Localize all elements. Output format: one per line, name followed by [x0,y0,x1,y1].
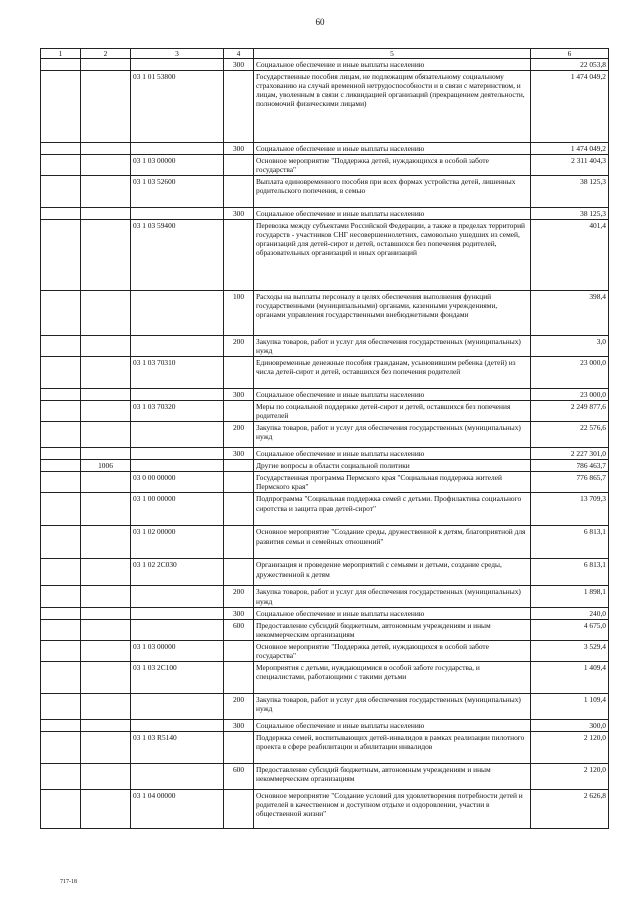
table-row [41,143,609,155]
target-article-cell [131,291,224,336]
target-article-cell [131,719,224,731]
target-article-cell [131,208,224,220]
table-row [41,357,609,389]
section-code-cell [81,220,131,291]
expense-type-cell [224,493,254,526]
section-code-cell [81,357,131,389]
expense-type-cell [224,155,254,176]
expense-type-cell: 100 [224,291,254,336]
section-code-cell [81,59,131,71]
column-1-cell [41,493,81,526]
column-1-cell [41,291,81,336]
target-article-cell [131,422,224,448]
table-row [41,59,609,71]
table-row [41,619,609,640]
amount-cell: 3,0 [531,336,609,357]
item-name-cell: Закупка товаров, работ и услуг для обеспечения государственных (муниципальных) нужд [254,336,531,357]
column-1-cell [41,448,81,460]
expense-type-cell: 300 [224,719,254,731]
section-code-cell [81,731,131,763]
item-name-cell: Единовременные денежные пособия гражданам, усыновившим ребенка (детей) из числа детей-сирот и детей, оставшихся без попечения родителей [254,357,531,389]
expense-type-cell: 300 [224,607,254,619]
target-article-cell: 03 1 02 00000 [131,526,224,559]
target-article-cell: 03 1 03 59400 [131,220,224,291]
column-1-cell [41,401,81,422]
amount-cell: 2 120,0 [531,763,609,789]
column-1-cell [41,619,81,640]
item-name-cell: Социальное обеспечение и иные выплаты населению [254,208,531,220]
section-code-cell [81,763,131,789]
column-1-cell [41,693,81,719]
section-code-cell [81,208,131,220]
section-code-cell [81,422,131,448]
target-article-cell: 03 0 00 00000 [131,472,224,493]
table-row [41,586,609,607]
item-name-cell: Основное мероприятие "Поддержка детей, нуждающихся в особой заботе государства" [254,155,531,176]
expense-type-cell: 300 [224,59,254,71]
amount-cell: 401,4 [531,220,609,291]
target-article-cell: 03 1 00 00000 [131,493,224,526]
column-1-cell [41,422,81,448]
item-name-cell: Закупка товаров, работ и услуг для обеспечения государственных (муниципальных) нужд [254,693,531,719]
item-name-cell: Организация и проведение мероприятий с семьями и детьми, создание среды, дружественной к детям [254,559,531,586]
expense-type-cell [224,472,254,493]
column-1-cell [41,607,81,619]
item-name-cell: Предоставление субсидий бюджетным, автономным учреждениям и иным некоммерческим организациям [254,619,531,640]
column-1-cell [41,763,81,789]
section-code-cell [81,155,131,176]
expense-type-cell [224,460,254,472]
target-article-cell [131,448,224,460]
item-name-cell: Поддержка семей, воспитывающих детей-инвалидов в рамках реализации пилотного проекта в сфере реабилитации и абилитации инвалидов [254,731,531,763]
column-1-cell [41,220,81,291]
table-row [41,176,609,208]
target-article-cell [131,389,224,401]
table-row [41,526,609,559]
column-1-cell [41,176,81,208]
amount-cell: 1 409,4 [531,661,609,693]
amount-cell: 4 675,0 [531,619,609,640]
column-1-cell [41,460,81,472]
column-1-cell [41,155,81,176]
column-header-5: 5 [254,49,531,59]
section-code-cell [81,619,131,640]
expense-type-cell [224,176,254,208]
target-article-cell [131,763,224,789]
table-row [41,422,609,448]
table-row [41,291,609,336]
table-row [41,789,609,828]
section-code-cell [81,448,131,460]
table-header-row [41,49,609,59]
amount-cell: 300,0 [531,719,609,731]
expense-type-cell [224,220,254,291]
target-article-cell [131,619,224,640]
target-article-cell: 03 1 04 00000 [131,789,224,828]
amount-cell: 398,4 [531,291,609,336]
column-header-3: 3 [131,49,224,59]
amount-cell: 776 865,7 [531,472,609,493]
amount-cell: 22 576,6 [531,422,609,448]
item-name-cell: Мероприятия с детьми, нуждающимися в особой заботе государства, и специалистами, работающими с такими детьми [254,661,531,693]
expense-type-cell [224,559,254,586]
table-body [41,59,609,829]
item-name-cell: Закупка товаров, работ и услуг для обеспечения государственных (муниципальных) нужд [254,586,531,607]
target-article-cell: 03 1 03 R5140 [131,731,224,763]
item-name-cell: Социальное обеспечение и иные выплаты населению [254,719,531,731]
section-code-cell [81,586,131,607]
target-article-cell: 03 1 03 00000 [131,155,224,176]
table-row [41,640,609,661]
target-article-cell [131,336,224,357]
item-name-cell: Закупка товаров, работ и услуг для обеспечения государственных (муниципальных) нужд [254,422,531,448]
target-article-cell: 03 1 03 00000 [131,640,224,661]
table-row [41,155,609,176]
target-article-cell: 03 1 03 70310 [131,357,224,389]
column-header-1: 1 [41,49,81,59]
item-name-cell: Основное мероприятие "Поддержка детей, нуждающихся в особой заботе государства" [254,640,531,661]
column-1-cell [41,559,81,586]
target-article-cell [131,607,224,619]
item-name-cell: Государственные пособия лицам, не подлежащим обязательному социальному страхованию на случай временной нетрудоспособности и в связи с материнством, и лицам, уволенным в связи с ликвидацией организаций (прекращением деятельности, полномочий физическими лицами) [254,71,531,143]
column-1-cell [41,661,81,693]
section-code-cell [81,693,131,719]
table-row [41,719,609,731]
item-name-cell: Социальное обеспечение и иные выплаты населению [254,389,531,401]
column-1-cell [41,336,81,357]
item-name-cell: Социальное обеспечение и иные выплаты населению [254,59,531,71]
column-1-cell [41,526,81,559]
section-code-cell [81,71,131,143]
expense-type-cell [224,661,254,693]
expense-type-cell: 600 [224,619,254,640]
item-name-cell: Выплата единовременного пособия при всех формах устройства детей, лишенных родительского попечения, в семью [254,176,531,208]
column-header-2: 2 [81,49,131,59]
section-code-cell [81,661,131,693]
item-name-cell: Другие вопросы в области социальной политики [254,460,531,472]
expense-type-cell: 300 [224,389,254,401]
section-code-cell [81,719,131,731]
column-1-cell [41,719,81,731]
item-name-cell: Меры по социальной поддержке детей-сирот и детей, оставшихся без попечения родителей [254,401,531,422]
column-1-cell [41,586,81,607]
amount-cell: 13 709,3 [531,493,609,526]
item-name-cell: Перевозка между субъектами Российской Федерации, а также в пределах территорий государств - участников СНГ несовершеннолетних, самовольно ушедших из семей, организаций для детей-сирот и детей, оставшихся без попечения родителей, образовательных организаций и иных организаций [254,220,531,291]
amount-cell: 23 000,0 [531,357,609,389]
budget-table [40,48,609,829]
amount-cell: 2 626,8 [531,789,609,828]
item-name-cell: Основное мероприятие "Создание среды, дружественной к детям, благоприятной для развития семьи и семейных отношений" [254,526,531,559]
column-1-cell [41,208,81,220]
section-code-cell [81,143,131,155]
section-code-cell [81,389,131,401]
item-name-cell: Основное мероприятие "Создание условий для удовлетворения потребности детей и родителей в качественном и доступном отдыхе и оздоровлении, участии в общественной жизни" [254,789,531,828]
section-code-cell [81,526,131,559]
target-article-cell: 03 1 03 52600 [131,176,224,208]
amount-cell: 38 125,3 [531,176,609,208]
target-article-cell [131,59,224,71]
table-row [41,763,609,789]
amount-cell: 2 120,0 [531,731,609,763]
amount-cell: 1 474 049,2 [531,71,609,143]
item-name-cell: Социальное обеспечение и иные выплаты населению [254,143,531,155]
expense-type-cell: 200 [224,422,254,448]
expense-type-cell [224,357,254,389]
item-name-cell: Расходы на выплаты персоналу в целях обеспечения выполнения функций государственными (муниципальными) органами, казенными учреждениями, органами управления государственными внебюджетными фондами [254,291,531,336]
footer-code: 717-18 [60,879,77,885]
amount-cell: 3 529,4 [531,640,609,661]
item-name-cell: Предоставление субсидий бюджетным, автономным учреждениям и иным некоммерческим организациям [254,763,531,789]
column-1-cell [41,789,81,828]
table-row [41,460,609,472]
column-1-cell [41,357,81,389]
section-code-cell [81,291,131,336]
item-name-cell: Государственная программа Пермского края "Социальная поддержка жителей Пермского края" [254,472,531,493]
target-article-cell: 03 1 01 53800 [131,71,224,143]
expense-type-cell: 200 [224,586,254,607]
page-number: 60 [315,17,325,27]
table-row [41,559,609,586]
table-row [41,71,609,143]
table-row [41,731,609,763]
column-1-cell [41,640,81,661]
expense-type-cell: 300 [224,143,254,155]
target-article-cell: 03 1 03 70320 [131,401,224,422]
section-code-cell [81,559,131,586]
section-code-cell: 1006 [81,460,131,472]
table-row [41,336,609,357]
amount-cell: 1 898,1 [531,586,609,607]
table-row [41,220,609,291]
expense-type-cell [224,789,254,828]
table-row [41,389,609,401]
amount-cell: 22 053,8 [531,59,609,71]
item-name-cell: Социальное обеспечение и иные выплаты населению [254,448,531,460]
target-article-cell: 03 1 02 2С030 [131,559,224,586]
expense-type-cell [224,71,254,143]
expense-type-cell: 600 [224,763,254,789]
table-row [41,693,609,719]
expense-type-cell: 300 [224,208,254,220]
section-code-cell [81,336,131,357]
item-name-cell: Подпрограмма "Социальная поддержка семей с детьми. Профилактика социального сиротства и защита прав детей-сирот" [254,493,531,526]
target-article-cell [131,143,224,155]
table-row [41,493,609,526]
section-code-cell [81,472,131,493]
amount-cell: 6 813,1 [531,559,609,586]
column-1-cell [41,472,81,493]
column-1-cell [41,59,81,71]
column-1-cell [41,731,81,763]
column-header-6: 6 [531,49,609,59]
column-header-4: 4 [224,49,254,59]
table-row [41,448,609,460]
section-code-cell [81,607,131,619]
table-row [41,208,609,220]
amount-cell: 1 109,4 [531,693,609,719]
target-article-cell [131,693,224,719]
target-article-cell [131,586,224,607]
column-1-cell [41,389,81,401]
table-row [41,661,609,693]
amount-cell: 2 249 877,6 [531,401,609,422]
amount-cell: 1 474 049,2 [531,143,609,155]
expense-type-cell [224,640,254,661]
section-code-cell [81,789,131,828]
expense-type-cell: 300 [224,448,254,460]
column-1-cell [41,143,81,155]
amount-cell: 23 000,0 [531,389,609,401]
expense-type-cell: 200 [224,693,254,719]
expense-type-cell [224,731,254,763]
target-article-cell [131,460,224,472]
amount-cell: 240,0 [531,607,609,619]
section-code-cell [81,401,131,422]
table-row [41,607,609,619]
table-row [41,472,609,493]
section-code-cell [81,176,131,208]
amount-cell: 2 227 301,0 [531,448,609,460]
amount-cell: 2 311 404,3 [531,155,609,176]
amount-cell: 786 463,7 [531,460,609,472]
column-1-cell [41,71,81,143]
target-article-cell: 03 1 03 2С100 [131,661,224,693]
expense-type-cell: 200 [224,336,254,357]
amount-cell: 38 125,3 [531,208,609,220]
expense-type-cell [224,401,254,422]
section-code-cell [81,493,131,526]
amount-cell: 6 813,1 [531,526,609,559]
item-name-cell: Социальное обеспечение и иные выплаты населению [254,607,531,619]
table-row [41,401,609,422]
expense-type-cell [224,526,254,559]
section-code-cell [81,640,131,661]
